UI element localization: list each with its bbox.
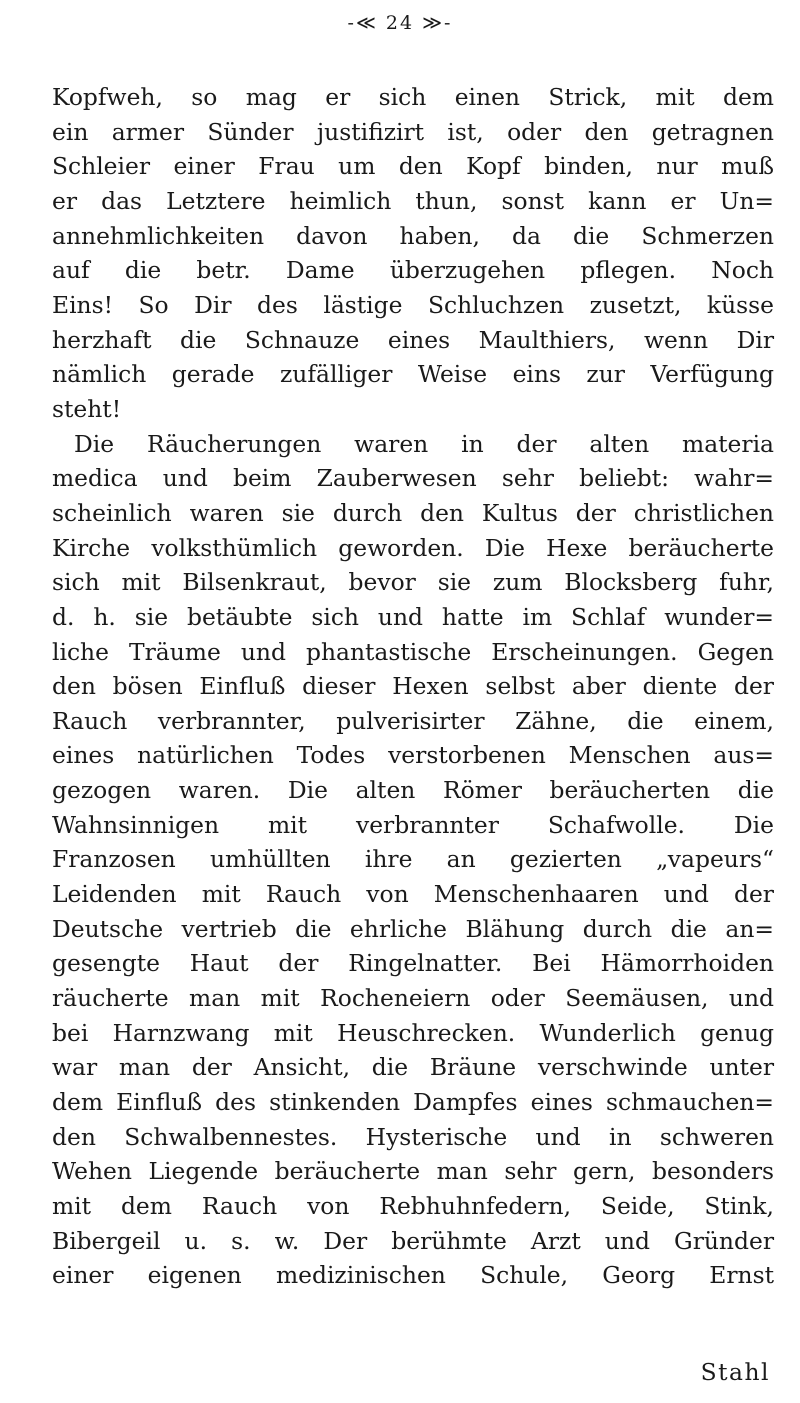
- text-line: einer eigenen medizinischen Schule, Georg Ernst: [52, 1261, 774, 1290]
- text-line: dem Einfluß des stinkenden Dampfes eines schmauchen=: [52, 1088, 774, 1117]
- text-line: gezogen waren. Die alten Römer beräucherten die: [52, 776, 774, 805]
- text-line: Kopfweh, so mag er sich einen Strick, mit dem: [52, 83, 774, 111]
- text-line: d. h. sie betäubte sich und hatte im Schlaf wunder=: [52, 602, 774, 631]
- text-line: Eins! So Dir des lästige Schluchzen zusetzt, küsse: [52, 290, 774, 319]
- paragraph-1: [52, 80, 774, 427]
- catchword: Stahl: [700, 1358, 770, 1386]
- text-line: Kirche volksthümlich geworden. Die Hexe beräucherte: [52, 533, 774, 562]
- text-line: medica und beim Zauberwesen sehr beliebt: wahr=: [52, 464, 774, 493]
- body-text: [52, 80, 774, 1293]
- text-line: den Schwalbennestes. Hysterische und in schweren: [52, 1122, 774, 1151]
- text-line: Schleier einer Frau um den Kopf binden, nur muß: [52, 152, 774, 181]
- text-line: annehmlichkeiten davon haben, da die Schmerzen: [52, 221, 774, 250]
- text-line: Bibergeil u. s. w. Der berühmte Arzt und Gründer: [52, 1226, 774, 1255]
- text-line: war man der Ansicht, die Bräune verschwinde unter: [52, 1053, 774, 1082]
- text-line: steht!: [52, 394, 122, 423]
- paragraph-2: [52, 427, 774, 1293]
- text-line: herzhaft die Schnauze eines Maulthiers, wenn Dir: [52, 325, 774, 354]
- text-line: er das Letztere heimlich thun, sonst kann er Un=: [52, 186, 774, 215]
- text-line: bei Harnzwang mit Heuschrecken. Wunderlich genug: [52, 1018, 774, 1047]
- text-line: Franzosen umhüllten ihre an gezierten „vapeurs“: [52, 845, 774, 874]
- text-line: auf die betr. Dame überzugehen pflegen. Noch: [52, 256, 774, 285]
- text-line: Die Räucherungen waren in der alten materia: [74, 429, 774, 458]
- text-line: nämlich gerade zufälliger Weise eins zur Verfügung: [52, 360, 774, 389]
- text-line: eines natürlichen Todes verstorbenen Menschen aus=: [52, 741, 774, 770]
- text-line: ein armer Sünder justifizirt ist, oder den getragnen: [52, 117, 774, 146]
- text-line: Deutsche vertrieb die ehrliche Blähung durch die an=: [52, 914, 774, 943]
- text-line: räucherte man mit Rocheneiern oder Seemäusen, und: [52, 984, 774, 1013]
- text-line: gesengte Haut der Ringelnatter. Bei Hämorrhoiden: [52, 949, 774, 978]
- text-line: sich mit Bilsenkraut, bevor sie zum Blocksberg fuhr,: [52, 568, 774, 597]
- text-line: Wahnsinnigen mit verbrannter Schafwolle. Die: [52, 810, 774, 839]
- text-line: Rauch verbrannter, pulverisirter Zähne, die einem,: [52, 706, 774, 735]
- text-line: scheinlich waren sie durch den Kultus der christlichen: [52, 498, 774, 527]
- page-number-header: -≪ 24 ≫-: [347, 12, 453, 34]
- text-line: liche Träume und phantastische Erscheinungen. Gegen: [52, 637, 774, 666]
- text-line: mit dem Rauch von Rebhuhnfedern, Seide, Stink,: [52, 1192, 774, 1220]
- text-line: Leidenden mit Rauch von Menschenhaaren und der: [52, 880, 774, 909]
- text-line: den bösen Einfluß dieser Hexen selbst aber diente der: [52, 672, 774, 701]
- text-line: Wehen Liegende beräucherte man sehr gern, besonders: [52, 1157, 774, 1186]
